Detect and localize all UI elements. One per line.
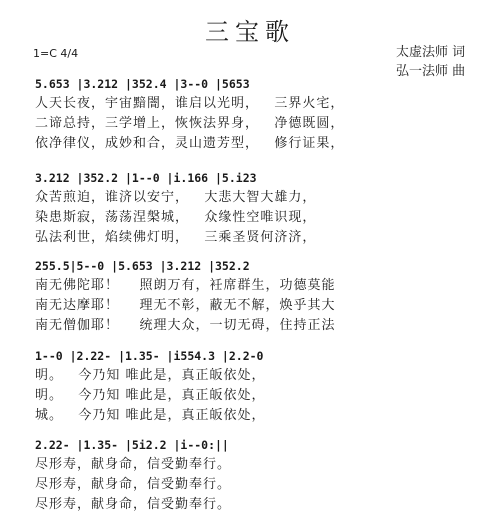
lyric-verse-3: 城。 今乃知 唯此是，真正皈依处，	[35, 408, 266, 423]
lyric-verse-3: 南无僧伽耶！ 统理大众，一切无碍，住持正法	[35, 318, 336, 333]
lyric-verse-1: 人天长夜，宇宙黯闇，谁启以光明， 三界火宅，	[35, 96, 345, 111]
lyric-verse-2: 明。 今乃知 唯此是，真正皈依处，	[35, 388, 266, 403]
lyricist-credit: 太虚法师 词	[396, 45, 466, 60]
lyric-verse-2: 染患斯寂，荡荡涅槃城， 众缘性空唯识现，	[35, 210, 317, 225]
composer-credit: 弘一法师 曲	[396, 64, 466, 79]
song-title: 三宝歌	[205, 18, 295, 46]
lyric-verse-1: 众苦煎迫，谁济以安宁， 大悲大智大雄力，	[35, 190, 317, 205]
notation-line: 5.653 |3.212 |352.4 |3--0 |5653	[35, 77, 250, 91]
notation-line: 2.22- |1.35- |5i2.2 |i--0:||	[35, 438, 229, 452]
lyric-verse-1: 南无佛陀耶！ 照朗万有，衽席群生，功德莫能	[35, 278, 336, 293]
lyric-verse-2: 南无达摩耶！ 理无不彰，蔽无不解，焕乎其大	[35, 298, 336, 313]
lyric-verse-1: 明。 今乃知 唯此是，真正皈依处，	[35, 368, 266, 383]
lyric-verse-3: 尽形寿，献身命，信受勤奉行。	[35, 497, 232, 512]
lyric-verse-1: 尽形寿，献身命，信受勤奉行。	[35, 457, 232, 472]
key-signature: 1=C 4/4	[33, 47, 79, 60]
lyric-verse-3: 依净律仪，成妙和合，灵山遗芳型， 修行证果，	[35, 136, 345, 151]
lyric-verse-2: 尽形寿，献身命，信受勤奉行。	[35, 477, 232, 492]
notation-line: 1--0 |2.22- |1.35- |i554.3 |2.2-0	[35, 349, 264, 363]
lyric-verse-3: 弘法利世，焰续佛灯明， 三乘圣贤何济济，	[35, 230, 317, 245]
lyric-verse-2: 二谛总持，三学增上，恢恢法界身， 净德既圆，	[35, 116, 345, 131]
notation-line: 3.212 |352.2 |1--0 |i.166 |5.i23	[35, 171, 257, 185]
notation-line: 255.5|5--0 |5.653 |3.212 |352.2	[35, 259, 250, 273]
